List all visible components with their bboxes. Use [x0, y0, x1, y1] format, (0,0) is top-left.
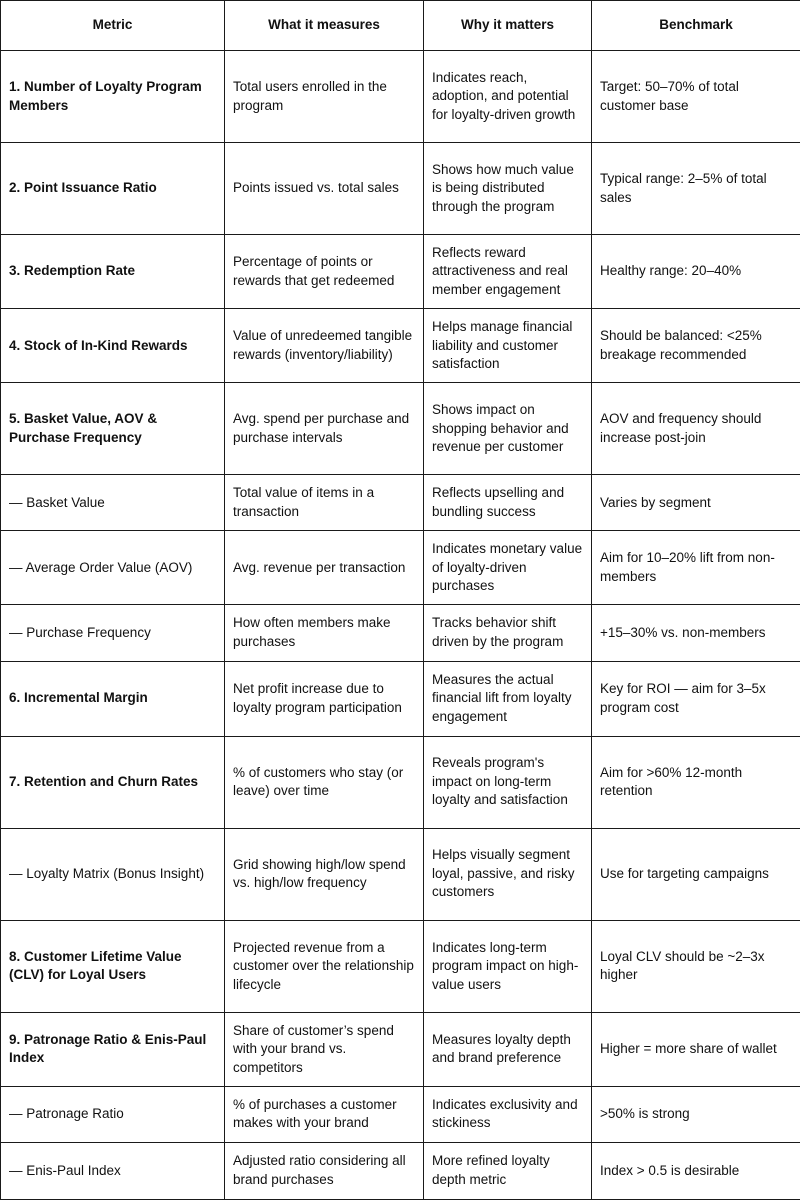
benchmark-cell: Healthy range: 20–40%: [592, 235, 800, 309]
metric-cell: 2. Point Issuance Ratio: [1, 143, 225, 235]
benchmark-cell: Target: 50–70% of total customer base: [592, 51, 800, 143]
table-row: [1, 235, 800, 309]
matters-cell: Shows how much value is being distributed through the program: [424, 143, 592, 235]
matters-cell: Indicates exclusivity and stickiness: [424, 1086, 592, 1142]
measures-cell: Total value of items in a transaction: [225, 475, 424, 531]
matters-cell: Helps manage financial liability and customer satisfaction: [424, 309, 592, 383]
header-row: [1, 1, 800, 51]
metric-cell: 4. Stock of In-Kind Rewards: [1, 309, 225, 383]
measures-cell: Adjusted ratio considering all brand purchases: [225, 1142, 424, 1199]
matters-cell: Shows impact on shopping behavior and revenue per customer: [424, 383, 592, 475]
table-row: [1, 51, 800, 143]
metric-cell: 1. Number of Loyalty Program Members: [1, 51, 225, 143]
matters-cell: Indicates long-term program impact on high-value users: [424, 920, 592, 1012]
benchmark-cell: Key for ROI — aim for 3–5x program cost: [592, 661, 800, 736]
table-row: [1, 143, 800, 235]
table-row: [1, 736, 800, 828]
metric-cell: 5. Basket Value, AOV & Purchase Frequency: [1, 383, 225, 475]
benchmark-cell: Loyal CLV should be ~2–3x higher: [592, 920, 800, 1012]
metric-cell: 8. Customer Lifetime Value (CLV) for Loyal Users: [1, 920, 225, 1012]
measures-cell: Grid showing high/low spend vs. high/low frequency: [225, 828, 424, 920]
matters-cell: Measures loyalty depth and brand preference: [424, 1012, 592, 1086]
metric-cell: — Average Order Value (AOV): [1, 531, 225, 605]
benchmark-cell: Varies by segment: [592, 475, 800, 531]
measures-cell: Avg. revenue per transaction: [225, 531, 424, 605]
metric-cell: — Purchase Frequency: [1, 605, 225, 661]
metric-cell: 6. Incremental Margin: [1, 661, 225, 736]
matters-cell: Measures the actual financial lift from loyalty engagement: [424, 661, 592, 736]
header-what-it-measures: What it measures: [225, 1, 424, 51]
matters-cell: Helps visually segment loyal, passive, and risky customers: [424, 828, 592, 920]
measures-cell: Avg. spend per purchase and purchase intervals: [225, 383, 424, 475]
metric-cell: — Enis-Paul Index: [1, 1142, 225, 1199]
matters-cell: Reflects reward attractiveness and real member engagement: [424, 235, 592, 309]
benchmark-cell: Aim for >60% 12-month retention: [592, 736, 800, 828]
benchmark-cell: AOV and frequency should increase post-join: [592, 383, 800, 475]
table-row: [1, 1142, 800, 1199]
table-row: [1, 920, 800, 1012]
metric-cell: — Basket Value: [1, 475, 225, 531]
table-row: [1, 828, 800, 920]
matters-cell: Reveals program's impact on long-term loyalty and satisfaction: [424, 736, 592, 828]
benchmark-cell: Aim for 10–20% lift from non-members: [592, 531, 800, 605]
table-row: [1, 309, 800, 383]
measures-cell: Points issued vs. total sales: [225, 143, 424, 235]
table-row: [1, 1086, 800, 1142]
measures-cell: % of purchases a customer makes with your brand: [225, 1086, 424, 1142]
measures-cell: Percentage of points or rewards that get redeemed: [225, 235, 424, 309]
measures-cell: Total users enrolled in the program: [225, 51, 424, 143]
benchmark-cell: Typical range: 2–5% of total sales: [592, 143, 800, 235]
matters-cell: Indicates reach, adoption, and potential for loyalty-driven growth: [424, 51, 592, 143]
table-row: [1, 661, 800, 736]
matters-cell: Reflects upselling and bundling success: [424, 475, 592, 531]
benchmark-cell: Index > 0.5 is desirable: [592, 1142, 800, 1199]
benchmark-cell: +15–30% vs. non-members: [592, 605, 800, 661]
matters-cell: More refined loyalty depth metric: [424, 1142, 592, 1199]
benchmark-cell: >50% is strong: [592, 1086, 800, 1142]
metric-cell: — Loyalty Matrix (Bonus Insight): [1, 828, 225, 920]
header-why-it-matters: Why it matters: [424, 1, 592, 51]
measures-cell: % of customers who stay (or leave) over time: [225, 736, 424, 828]
header-benchmark: Benchmark: [592, 1, 800, 51]
measures-cell: Share of customer’s spend with your brand vs. competitors: [225, 1012, 424, 1086]
metric-cell: 7. Retention and Churn Rates: [1, 736, 225, 828]
table-row: [1, 383, 800, 475]
benchmark-cell: Higher = more share of wallet: [592, 1012, 800, 1086]
matters-cell: Indicates monetary value of loyalty-driven purchases: [424, 531, 592, 605]
measures-cell: Value of unredeemed tangible rewards (inventory/liability): [225, 309, 424, 383]
matters-cell: Tracks behavior shift driven by the program: [424, 605, 592, 661]
header-metric: Metric: [1, 1, 225, 51]
metric-cell: — Patronage Ratio: [1, 1086, 225, 1142]
table-row: [1, 531, 800, 605]
table-row: [1, 475, 800, 531]
measures-cell: Net profit increase due to loyalty program participation: [225, 661, 424, 736]
metric-cell: 9. Patronage Ratio & Enis-Paul Index: [1, 1012, 225, 1086]
table-row: [1, 1012, 800, 1086]
metric-cell: 3. Redemption Rate: [1, 235, 225, 309]
measures-cell: Projected revenue from a customer over the relationship lifecycle: [225, 920, 424, 1012]
measures-cell: How often members make purchases: [225, 605, 424, 661]
benchmark-cell: Use for targeting campaigns: [592, 828, 800, 920]
table-row: [1, 605, 800, 661]
benchmark-cell: Should be balanced: <25% breakage recommended: [592, 309, 800, 383]
